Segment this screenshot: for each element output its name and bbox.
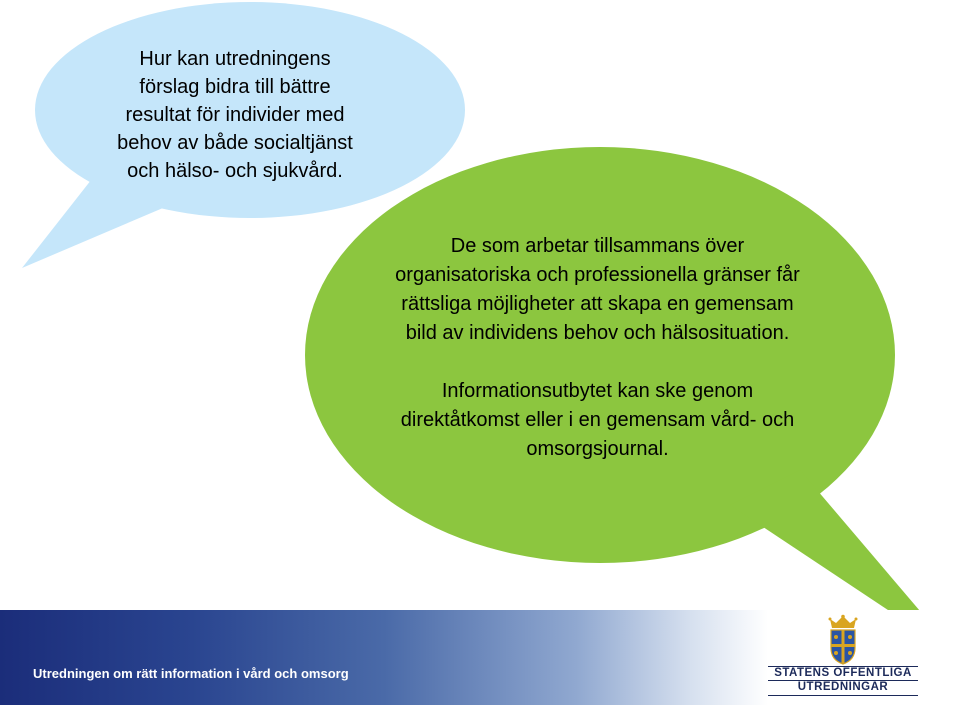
blue-bubble-question	[85, 45, 385, 185]
green-bubble-paragraph-1: De som arbetar tillsammans över organisatoriska och professionella gränser får rättsliga möjligheter att skapa en gemensam bild av individens behov och hälsosituation.	[395, 235, 800, 344]
blue-bubble-line: resultat för individer med	[125, 104, 345, 126]
green-bubble-answer	[385, 232, 810, 464]
sou-logo	[768, 614, 918, 704]
blue-bubble-line: behov av både socialtjänst	[117, 132, 353, 154]
blue-bubble-line: Hur kan utredningens	[139, 48, 331, 70]
blue-bubble-line: och hälso- och sjukvård.	[127, 160, 343, 182]
blue-bubble-line: förslag bidra till bättre	[139, 76, 331, 98]
footer-caption: Utredningen om rätt information i vård och omsorg	[33, 666, 349, 681]
logo-name-line-1: STATENS OFFENTLIGA	[774, 667, 912, 679]
logo-rule-bottom	[768, 695, 918, 696]
green-bubble-paragraph-2: Informationsutbytet kan ske genom direktåtkomst eller i en gemensam vård- och omsorgsjournal.	[400, 380, 795, 460]
crown-crest-icon	[823, 614, 863, 666]
logo-name-line-2: UTREDNINGAR	[797, 681, 889, 693]
